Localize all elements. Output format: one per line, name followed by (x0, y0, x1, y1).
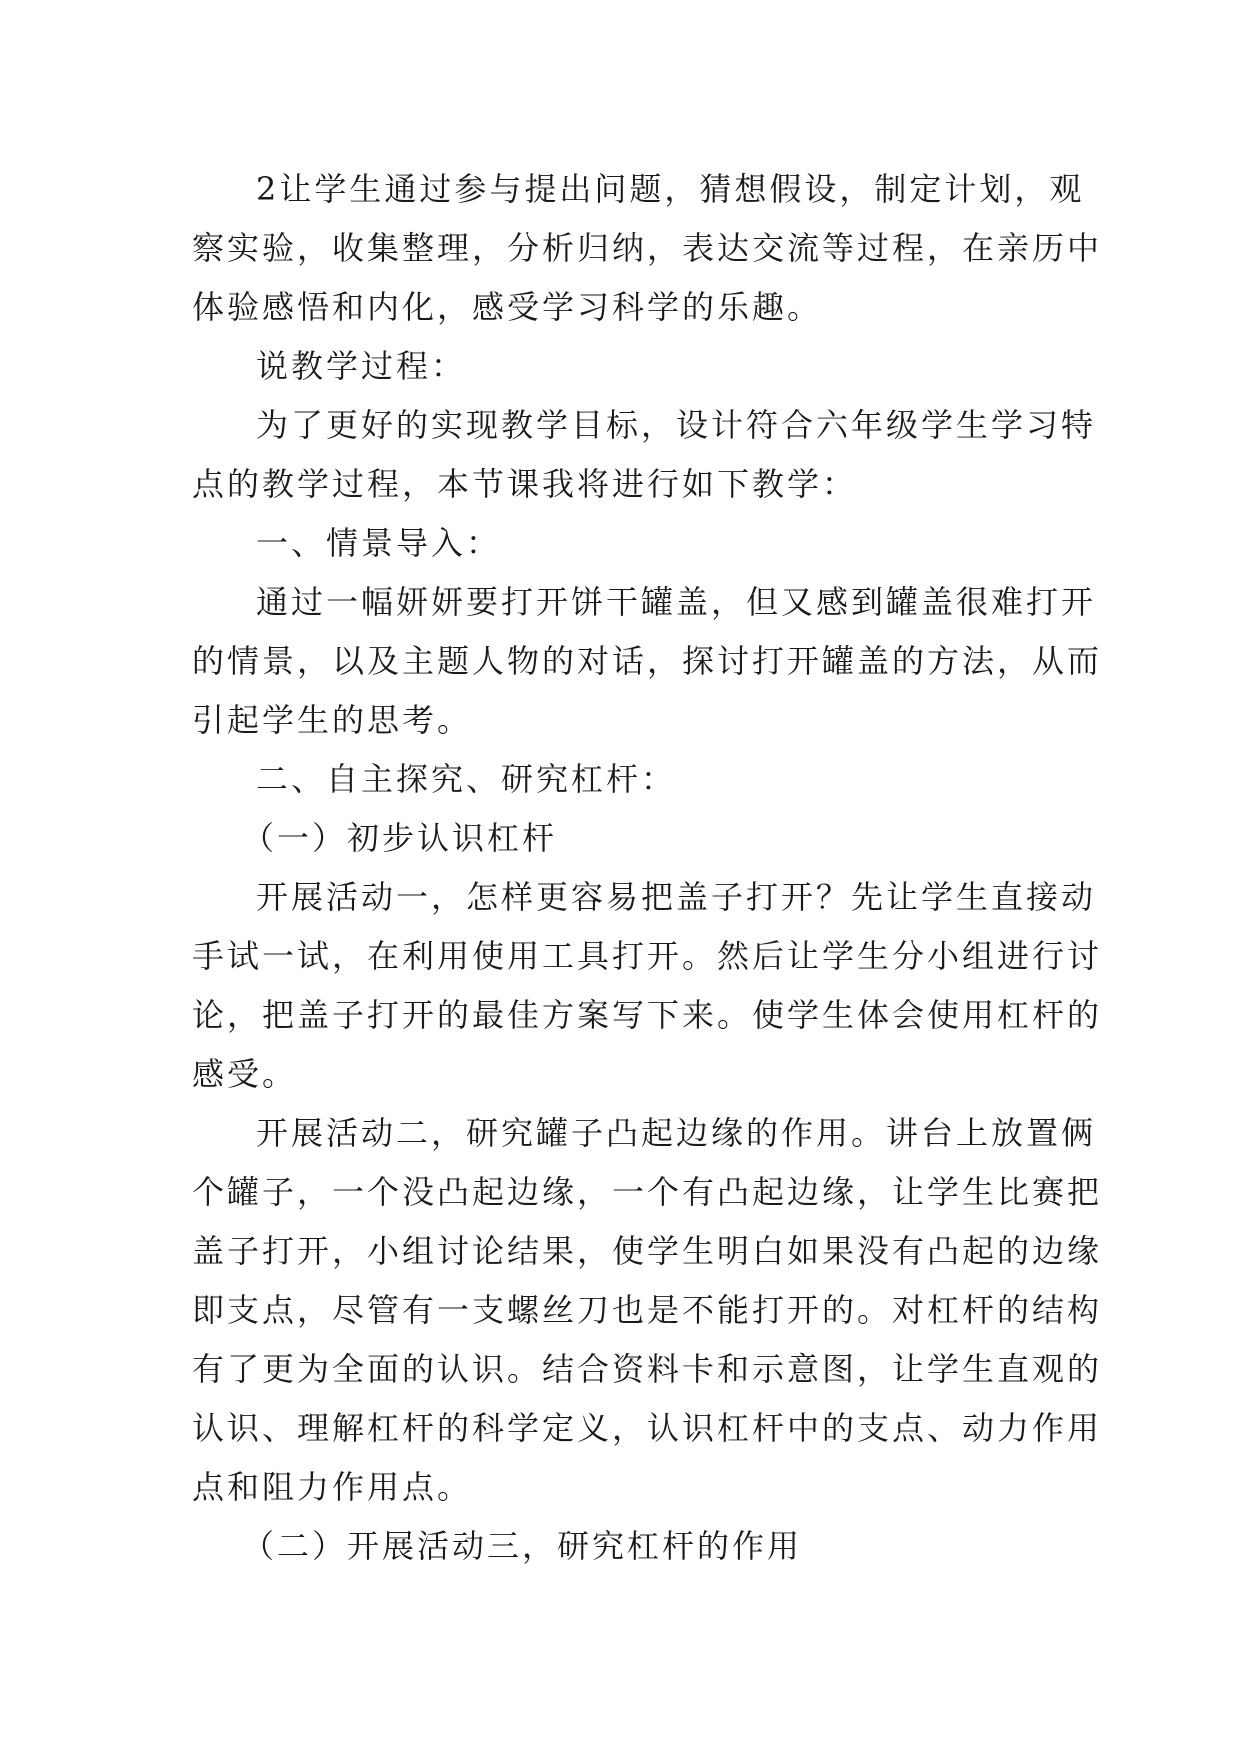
text-line: 通过一幅妍妍要打开饼干罐盖，但又感到罐盖很难打开 (256, 583, 1097, 621)
text-line: 二、自主探究、研究杠杆： (256, 760, 677, 798)
text-line: 点的教学过程，本节课我将进行如下教学： (192, 465, 858, 503)
text-line: 即支点，尽管有一支螺丝刀也是不能打开的。对杠杆的结构 (192, 1291, 1103, 1329)
text-line: 开展活动二，研究罐子凸起边缘的作用。讲台上放置俩 (256, 1114, 1097, 1152)
text-line: 为了更好的实现教学目标，设计符合六年级学生学习特 (256, 406, 1097, 444)
heading-teaching-process (192, 337, 1052, 396)
text-line: 盖子打开，小组讨论结果，使学生明白如果没有凸起的边缘 (192, 1232, 1103, 1270)
text-line: 引起学生的思考。 (192, 701, 473, 739)
text-line: 说教学过程： (256, 347, 467, 385)
text-line: 察实验，收集整理，分析归纳，表达交流等过程，在亲历中 (192, 229, 1103, 267)
text-line: （二）开展活动三，研究杠杆的作用 (242, 1527, 803, 1565)
paragraph-activity-2 (192, 1104, 1103, 1517)
paragraph-objective-2 (192, 160, 1103, 337)
text-line: 个罐子，一个没凸起边缘，一个有凸起边缘，让学生比赛把 (192, 1173, 1103, 1211)
text-line: 感受。 (192, 1055, 298, 1093)
text-line: 一、情景导入： (256, 524, 502, 562)
text-line: 认识、理解杠杆的科学定义，认识杠杆中的支点、动力作用 (192, 1409, 1103, 1447)
subheading-activity-3 (192, 1517, 1052, 1576)
paragraph-activity-1 (192, 868, 1103, 1104)
text-line: 手试一试，在利用使用工具打开。然后让学生分小组进行讨 (192, 937, 1103, 975)
paragraph-intro (192, 396, 1097, 514)
text-line: 体验感悟和内化，感受学习科学的乐趣。 (192, 288, 823, 326)
heading-self-inquiry (192, 750, 1052, 809)
text-line: 论，把盖子打开的最佳方案写下来。使学生体会使用杠杆的 (192, 996, 1103, 1034)
text-line: 有了更为全面的认识。结合资料卡和示意图，让学生直观的 (192, 1350, 1103, 1388)
paragraph-scene (192, 573, 1103, 750)
text-line: （一）初步认识杠杆 (242, 819, 558, 857)
text-line: 2让学生通过参与提出问题，猜想假设，制定计划，观 (256, 170, 1085, 208)
heading-scene-intro (192, 514, 1052, 573)
text-line: 开展活动一，怎样更容易把盖子打开？先让学生直接动 (256, 878, 1097, 916)
subheading-lever-intro (192, 809, 1052, 868)
text-line: 点和阻力作用点。 (192, 1468, 473, 1506)
text-line: 的情景，以及主题人物的对话，探讨打开罐盖的方法，从而 (192, 642, 1103, 680)
document-body (192, 160, 1103, 1576)
